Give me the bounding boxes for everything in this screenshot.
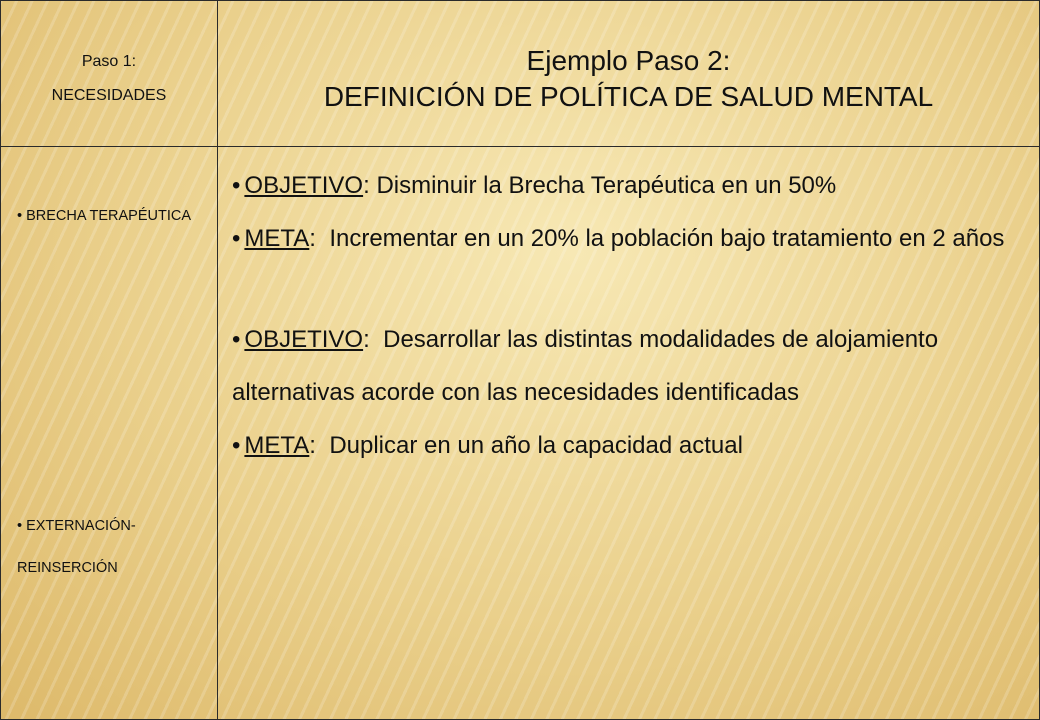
spacer: [232, 265, 1025, 313]
step2-title: Ejemplo Paso 2:: [526, 45, 731, 76]
item-key: OBJETIVO: [244, 326, 364, 353]
needs-cell: [1, 147, 218, 720]
step1-title: Paso 1:: [81, 53, 137, 70]
item-sep: :: [309, 432, 330, 459]
step2-subtitle: DEFINICIÓN DE POLÍTICA DE SALUD MENTAL: [323, 81, 934, 112]
step2-header-cell: [218, 1, 1040, 147]
item-text: Desarrollar las distintas modalidades de alojamiento alternativas acorde con las necesidades identificadas: [232, 326, 939, 406]
item-sep: :: [363, 326, 384, 353]
need-item: [17, 505, 207, 589]
item-text: Disminuir la Brecha Terapéutica en un 50%: [376, 172, 837, 199]
content-row: [1, 147, 1040, 720]
item-text: Incrementar en un 20% la población bajo tratamiento en 2 años: [329, 225, 1005, 252]
item-sep: :: [309, 225, 330, 252]
policy-item-objective: [232, 159, 1025, 212]
item-text: Duplicar en un año la capacidad actual: [329, 432, 743, 459]
item-sep: :: [363, 172, 377, 199]
item-key: META: [244, 225, 310, 252]
bullet-icon: •: [17, 208, 23, 224]
item-key: META: [244, 432, 310, 459]
policy-item-objective: [232, 313, 1025, 419]
bullet-icon: •: [17, 518, 23, 534]
policy-item-goal: [232, 212, 1025, 265]
need-item: [17, 195, 207, 237]
policy-cell: [218, 147, 1040, 720]
policy-item-goal: [232, 419, 1025, 472]
need-label: EXTERNACIÓN-REINSERCIÓN: [17, 518, 136, 576]
step1-header-cell: [1, 1, 218, 147]
bullet-icon: •: [232, 172, 241, 199]
header-row: [1, 1, 1040, 147]
bullet-icon: •: [232, 432, 241, 459]
bullet-icon: •: [232, 326, 241, 353]
step1-subtitle: NECESIDADES: [51, 87, 167, 104]
item-key: OBJETIVO: [244, 172, 364, 199]
need-label: BRECHA TERAPÉUTICA: [26, 208, 191, 224]
bullet-icon: •: [232, 225, 241, 252]
